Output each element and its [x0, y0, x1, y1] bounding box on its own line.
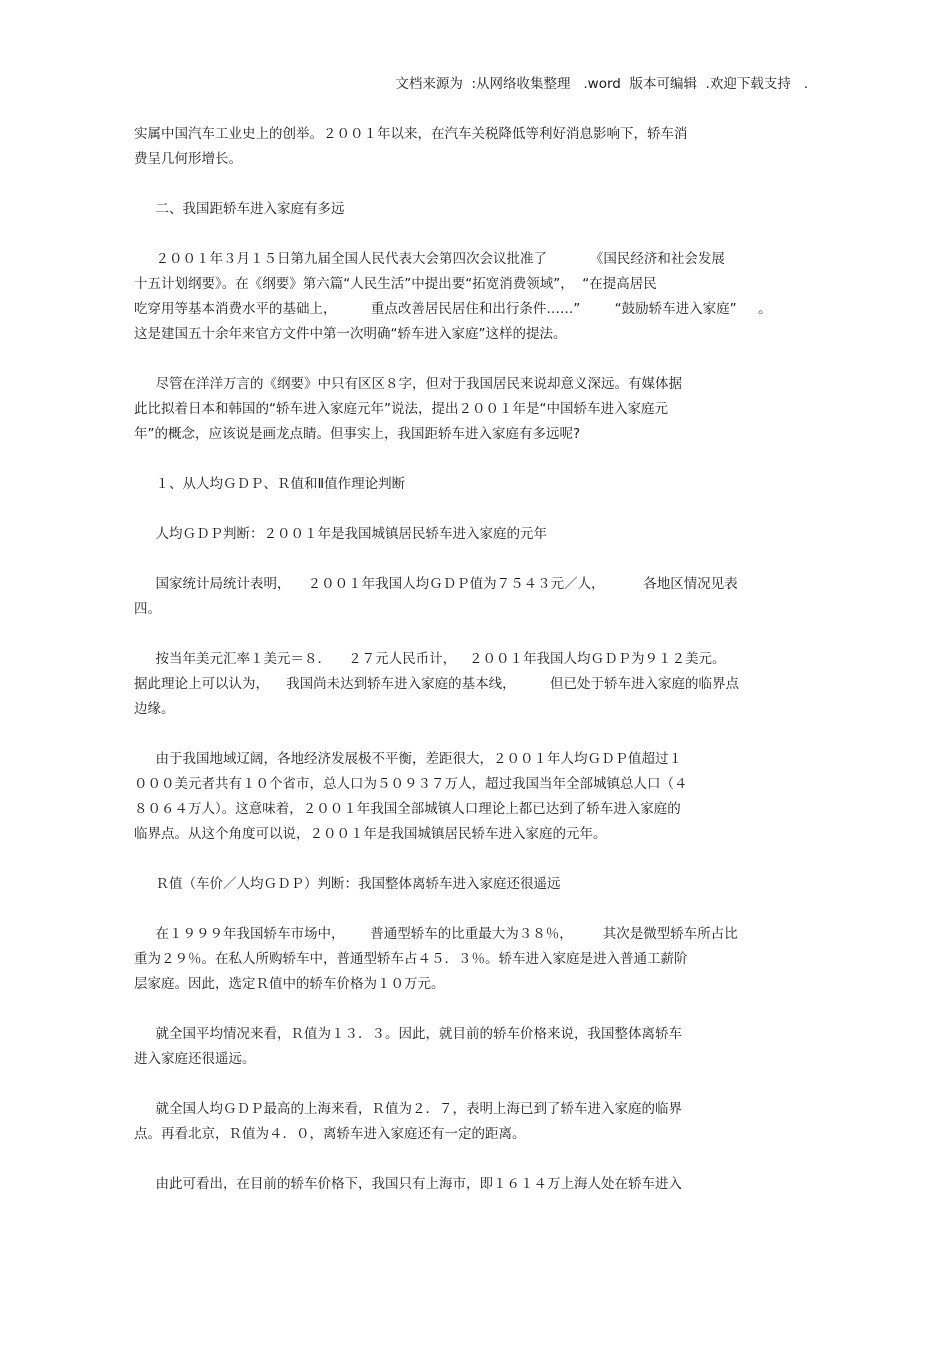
- text-line: ０００美元者共有１０个省市，总人口为５０９３７万人，超过我国当年全部城镇总人口（４: [134, 776, 688, 792]
- paragraph: [134, 747, 814, 847]
- paragraph: [134, 472, 814, 497]
- paragraph: [134, 122, 814, 172]
- paragraph: [134, 1022, 814, 1072]
- text-line: 重为２９％。在私人所购轿车中，普通型轿车占４５．３％。轿车进入家庭是进入普通工薪阶: [134, 951, 688, 967]
- paragraph: [134, 1097, 814, 1147]
- text-line: 在１９９９年我国轿车市场中， 普通型轿车的比重最大为３８％， 其次是微型轿车所占比: [134, 926, 738, 942]
- text-line: 尽管在洋洋万言的《纲要》中只有区区８字，但对于我国居民来说却意义深远。有媒体据: [134, 376, 682, 392]
- paragraph: [134, 1172, 814, 1197]
- paragraph: [134, 372, 814, 447]
- text-line: 点。再看北京，Ｒ值为４．０，离轿车进入家庭还有一定的距离。: [134, 1126, 526, 1142]
- text-line: 由于我国地域辽阔，各地经济发展极不平衡，差距很大，２００１年人均ＧＤＰ值超过１: [134, 751, 682, 767]
- text-line: 这是建国五十余年来官方文件中第一次明确“轿车进入家庭”这样的提法。: [134, 326, 567, 342]
- text-line: 年”的概念，应该说是画龙点睛。但事实上，我国距轿车进入家庭有多远呢?: [134, 426, 581, 442]
- text-line: 边缘。: [134, 701, 175, 717]
- text-line: 此比拟着日本和韩国的“轿车进入家庭元年”说法，提出２００１年是“中国轿车进入家庭元: [134, 401, 668, 417]
- paragraph: [134, 247, 814, 347]
- paragraph: [134, 922, 814, 997]
- paragraph: [134, 572, 814, 622]
- paragraph: [134, 197, 814, 222]
- text-line: 十五计划纲要》。在《纲要》第六篇“人民生活”中提出要“拓宽消费领域”， “在提高居民: [134, 276, 657, 292]
- paragraph: [134, 647, 814, 722]
- document-body: [134, 122, 814, 1222]
- paragraph: [134, 872, 814, 897]
- text-line: 人均ＧＤＰ判断：２００１年是我国城镇居民轿车进入家庭的元年: [134, 526, 547, 542]
- paragraph: [134, 522, 814, 547]
- text-line: 进入家庭还很遥远。: [134, 1051, 256, 1067]
- text-line: 吃穿用等基本消费水平的基础上， 重点改善居民居住和出行条件……” “鼓励轿车进入家庭” 。: [134, 301, 772, 317]
- text-line: 据此理论上可以认为， 我国尚未达到轿车进入家庭的基本线， 但已处于轿车进入家庭的临界点: [134, 676, 739, 692]
- text-line: 四。: [134, 601, 161, 617]
- page-header: 文档来源为 :从网络收集整理 .word 版本可编辑 .欢迎下载支持 .: [395, 76, 808, 92]
- text-line: 二、我国距轿车进入家庭有多远: [134, 201, 345, 217]
- text-line: 实属中国汽车工业史上的创举。２００１年以来，在汽车关税降低等利好消息影响下，轿车消: [134, 126, 688, 142]
- text-line: 就全国平均情况来看，Ｒ值为１３．３。因此，就目前的轿车价格来说，我国整体离轿车: [134, 1026, 682, 1042]
- text-line: ２００１年３月１５日第九届全国人民代表大会第四次会议批准了 《国民经济和社会发展: [134, 251, 725, 267]
- text-line: 就全国人均ＧＤＰ最高的上海来看，Ｒ值为２．７，表明上海已到了轿车进入家庭的临界: [134, 1101, 682, 1117]
- text-line: Ｒ值（车价／人均ＧＤＰ）判断：我国整体离轿车进入家庭还很遥远: [134, 876, 561, 892]
- text-line: 按当年美元汇率１美元＝８． ２７元人民币计， ２００１年我国人均ＧＤＰ为９１２美元。: [134, 651, 726, 667]
- text-line: 由此可看出，在目前的轿车价格下，我国只有上海市，即１６１４万上海人处在轿车进入: [134, 1176, 682, 1192]
- text-line: 国家统计局统计表明， ２００１年我国人均ＧＤＰ值为７５４３元／人， 各地区情况见表: [134, 576, 738, 592]
- text-line: 层家庭。因此，选定Ｒ值中的轿车价格为１０万元。: [134, 976, 445, 992]
- text-line: 费呈几何形增长。: [134, 151, 242, 167]
- text-line: 临界点。从这个角度可以说，２００１年是我国城镇居民轿车进入家庭的元年。: [134, 826, 607, 842]
- text-line: ８０６４万人）。这意味着，２００１年我国全部城镇人口理论上都已达到了轿车进入家庭的: [134, 801, 681, 817]
- text-line: １、从人均ＧＤＰ、Ｒ值和Ⅱ值作理论判断: [134, 476, 406, 492]
